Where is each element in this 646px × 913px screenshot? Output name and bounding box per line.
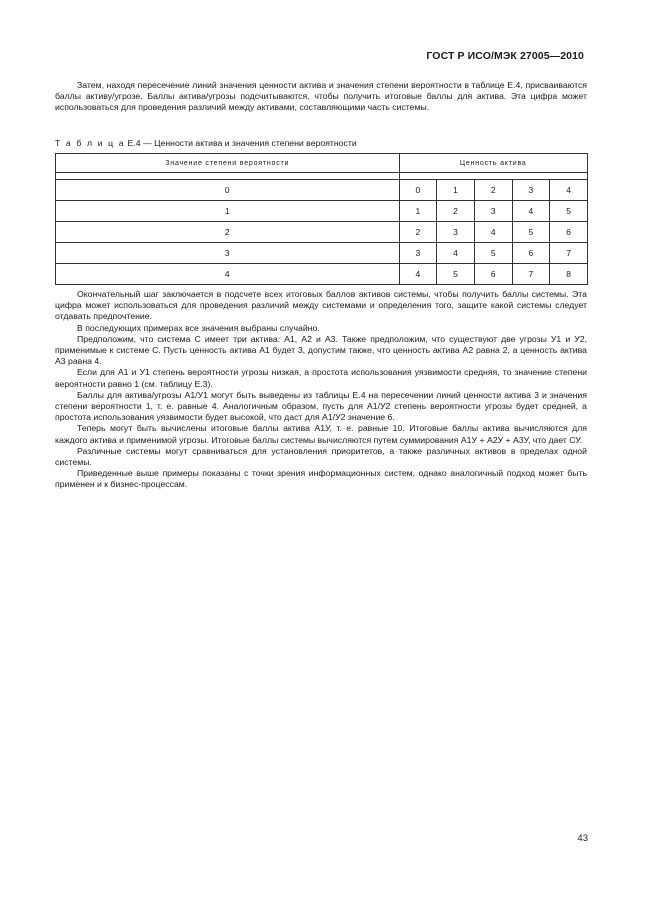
spacer-cell bbox=[56, 173, 400, 180]
table-row bbox=[56, 264, 588, 285]
table-cell: 4 bbox=[56, 264, 400, 285]
table-cell: 4 bbox=[474, 222, 512, 243]
table-row bbox=[56, 201, 588, 222]
table-cell: 3 bbox=[474, 201, 512, 222]
paragraph: Окончательный шаг заключается в подсчете всех итоговых баллов активов системы, чтобы получить баллы системы. Эта цифра может использоваться для проведения различий между системами и определения того, защите какой системы следует отдавать предпочтение. bbox=[55, 289, 587, 322]
table-cell: 2 bbox=[56, 222, 400, 243]
table-cell: 2 bbox=[437, 201, 475, 222]
paragraph: В последующих примерах все значения выбраны случайно. bbox=[77, 322, 320, 333]
table-cell: 2 bbox=[399, 222, 437, 243]
table-cell: 8 bbox=[550, 264, 588, 285]
header-asset-value: Ценность актива bbox=[399, 154, 587, 173]
table-cell: 1 bbox=[437, 180, 475, 201]
table-cell: 6 bbox=[474, 264, 512, 285]
header-likelihood: Значение степени вероятности bbox=[56, 154, 400, 173]
table-cell: 6 bbox=[550, 222, 588, 243]
table-cell: 4 bbox=[512, 201, 550, 222]
table-cell: 6 bbox=[512, 243, 550, 264]
table-cell: 5 bbox=[474, 243, 512, 264]
page-header: ГОСТ Р ИСО/МЭК 27005—2010 bbox=[426, 50, 584, 62]
page-number: 43 bbox=[577, 833, 588, 844]
table-cell: 5 bbox=[437, 264, 475, 285]
table-cell: 4 bbox=[399, 264, 437, 285]
intro-paragraph-block bbox=[55, 80, 587, 114]
table-row bbox=[56, 243, 588, 264]
value-likelihood-table bbox=[55, 153, 588, 285]
table-cell: 3 bbox=[56, 243, 400, 264]
table-cell: 5 bbox=[512, 222, 550, 243]
paragraph: Предположим, что система С имеет три актива: А1, А2 и А3. Также предположим, что существуют две угрозы У1 и У2, применимые к системе С. Пусть ценность актива А1 будет 3, допустим также, что ценность актива А2 равна 2, а ценность актива А3 равна 4. bbox=[55, 333, 587, 367]
spacer-cell bbox=[399, 173, 587, 180]
paragraph: Если для А1 и У1 степень вероятности угрозы низкая, а простота использования уязвимости средняя, то значение степени вероятности равно 1 (см. таблицу Е.3). bbox=[55, 367, 587, 389]
table-cell: 0 bbox=[399, 180, 437, 201]
table-row bbox=[56, 222, 588, 243]
table-cell: 4 bbox=[437, 243, 475, 264]
paragraph: Баллы для актива/угрозы А1/У1 могут быть выведены из таблицы Е.4 на пересечении линий ценности актива 3 и значения степени вероятности 1, т. е. равные 4. Аналогичным образом, пусть для А1/У2 степень вероятности угрозы будет средней, а простота использования уязвимости будет высокой, что даст для А1/У2 значение 6. bbox=[55, 389, 587, 423]
table-cell: 3 bbox=[399, 243, 437, 264]
table-row bbox=[56, 180, 588, 201]
table-caption-prefix: Т а б л и ц а bbox=[55, 138, 126, 148]
table-cell: 7 bbox=[512, 264, 550, 285]
table-cell: 7 bbox=[550, 243, 588, 264]
table-cell: 4 bbox=[550, 180, 588, 201]
table-cell: 1 bbox=[56, 201, 400, 222]
table-cell: 3 bbox=[512, 180, 550, 201]
table-spacer-row bbox=[56, 173, 588, 180]
table-cell: 1 bbox=[399, 201, 437, 222]
table-header-row bbox=[56, 154, 588, 173]
table-caption bbox=[55, 138, 357, 148]
table-cell: 0 bbox=[56, 180, 400, 201]
paragraph: Приведенные выше примеры показаны с точки зрения информационных систем, однако аналогичный подход может быть применен и к бизнес-процессам. bbox=[55, 468, 587, 490]
table-cell: 2 bbox=[474, 180, 512, 201]
table-caption-text: Е.4 — Ценности актива и значения степени вероятности bbox=[125, 138, 357, 148]
table-cell: 3 bbox=[437, 222, 475, 243]
body-paragraphs bbox=[55, 289, 587, 491]
paragraph: Теперь могут быть вычислены итоговые баллы актива А1У, т. е. равные 10. Итоговые баллы актива вычисляются для каждого актива и применимой угрозы. Итоговые баллы системы вычисляются путем суммирования А1У + А2У + А3У, что дает СУ. bbox=[55, 423, 587, 445]
table-cell: 5 bbox=[550, 201, 588, 222]
paragraph: Различные системы могут сравниваться для установления приоритетов, а также различных активов в пределах одной системы. bbox=[55, 445, 587, 468]
intro-paragraph: Затем, находя пересечение линий значения ценности актива и значения степени вероятности в таблице Е.4, присваиваются баллы активу/угрозе. Баллы актива/угрозы подсчитываются, чтобы получить итоговые баллы для актива. Эта цифра может использоваться для проведения различий между активами, составляющими часть системы. bbox=[55, 80, 587, 113]
